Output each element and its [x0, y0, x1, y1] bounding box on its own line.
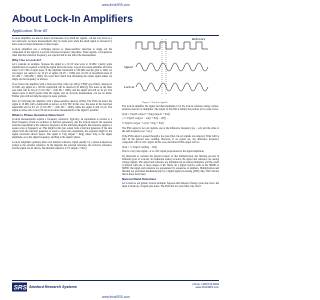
paragraph: If we follow the amplifier with a band pass filter with a Q=100 (a VERY good filter) centered at 10 kHz, any signal in a 100 Hz bandwidth will be detected (10 kHz/Q). The noise in the filter pass band will be 50 μV (5 nV/√Hz × √100 Hz × 1000), and the signal will still be 10 μV. The output noise is much greater than the signal, and an accurate measurement can not be made. Further gain will not help the signal to noise problem. — [12, 82, 112, 99]
lockin-reference-waveform — [136, 83, 208, 91]
bottom-url[interactable]: www.thinkSRS.com — [102, 295, 130, 299]
paragraph: It's important to consider the physical nature of this multiplication and filtering process in different types of lock-ins. In traditional analog lock-ins, the signal and reference are analog voltage signals. The signal and reference are multiplied in an analog multiplier, and the result is filtered with one or more stages of RC filters. In a digital lock-in, such as the SR830 or SR850, the signal and reference are represented by sequences of numbers. Multiplication and filtering are performed mathematically by a digital signal processing (DSP) chip. We'll discuss this in more detail later. — [122, 154, 219, 177]
header-url[interactable]: www.thinkSRS.com — [102, 2, 130, 7]
title-divider — [12, 35, 219, 36]
paragraph: Lock-in amplifiers generate their own internal reference signal usually by a phase-locked-loop locked to the external reference. In the diagram, the external reference, the lock-in's reference, and the signal are all shown. The internal reference is VL sin(ωLt + θref). — [12, 140, 112, 151]
equation: Vpsd = ½ VsigVL cos(θsig − θref) — [122, 145, 158, 149]
equation: = ½ VsigVL cos([ωr − ωL]t + θsig − θref) − — [122, 117, 169, 121]
footer-url[interactable]: www.thinkSRS.com — [195, 286, 219, 290]
page-title: About Lock-In Amplifiers — [12, 14, 133, 25]
paragraph: Lock-in amplifiers are used to detect and measure very small AC signals—all the way down to a few nanovolts. Accurate measurements may be made even when the small signal is obscured by noise sources many thousands of times larger. — [12, 37, 112, 47]
lockin-signals-figure — [122, 37, 219, 99]
paragraph: If the PSD output is passed through a low pass filter, the AC signals are removed. What will be left? In the general case, nothing. However, if ωr equals ωL, the difference frequency component will be a DC signal. In this case, the filtered PSD output will be: — [122, 134, 219, 144]
paragraph: Let's return to our generic lock-in example. Suppose that instead of being a pure sine wave, the input is made up of signal plus noise. The PSD and low pass filter only detect — [122, 182, 219, 189]
signal-label: Signal — [124, 65, 133, 69]
signal-waveform — [136, 63, 208, 71]
section-heading: What is Phase-Sensitive Detection? — [12, 112, 65, 117]
footer-divider — [12, 280, 219, 281]
left-column — [12, 37, 112, 152]
equation: ½ VsigVL cos([ωr + ωL]t + θsig + θref) — [122, 122, 164, 126]
company-name: Stanford Research Systems — [29, 284, 77, 289]
svg-text:SRS: SRS — [13, 284, 27, 292]
phone-number: phone: (408)744-9040 — [192, 283, 219, 286]
reference-label: Reference — [192, 37, 206, 41]
paragraph: Lock-in amplifiers use a technique known as phase-sensitive detection to single out the component of the signal at a specific reference frequency and phase. Noise signals, at frequencies other than the reference frequency, are rejected and do not affect the measurement. — [12, 47, 112, 58]
paragraph: Now try following the amplifier with a phase-sensitive detector (PSD). The PSD can detect the signal at 10 kHz with a bandwidth as narrow as 0.01 Hz! In this case, the noise in the detection bandwidth will be 0.5 μV (5 nV/√Hz × √0.01 Hz × 1000), while the signal is still 10 μV. The signal-to-noise ratio is now 20 and an accurate measurement of the signal is possible. — [12, 99, 112, 113]
footer-contact — [155, 283, 219, 290]
paragraph: This is a very nice signal—it is a DC signal proportional to the signal amplitude. — [122, 150, 205, 154]
figure-caption: Figure 1: Lock-in signals — [142, 100, 168, 104]
lockin-label: Lock-in — [124, 85, 135, 89]
section-heading: Why Use a Lock-In? — [12, 57, 42, 62]
paragraph: The PSD output is two AC signals, one at the difference frequency (ωr − ωL) and the other at the sum frequency (ωr + ωL). — [122, 126, 219, 133]
page-subtitle: Application Note #3 — [12, 27, 48, 33]
paragraph: Lock-in measurements require a frequency reference. Typically, an experiment is excited at a fixed frequency (from an oscillator or function generator), and the lock-in detects the response from the experiment at the reference frequency. In the following diagram, the reference signal is a square wave at frequency ωr. This might be the sync output from a function generator. If the sine output from the function generator is used to excite the experiment, the response might be the signal waveform shown below. The signal is Vsig sin(ωrt + θsig) where Vsig is the signal amplitude, ωr is the signal frequency, and θsig is the signal's phase. — [12, 117, 112, 140]
reference-waveform — [136, 42, 208, 49]
paragraph: Let's consider an example. Suppose the signal is a 10 nV sine wave at 10 kHz. Clearly some amplification is required to bring the signal above the noise. A good low-noise amplifier will have about 5 nV/√Hz of input noise. If the amplifier bandwidth is 100 kHz and the gain is 1000, we can expect our output to be 10 μV of signal (10 nV × 1000) and 1.6 mV of broadband noise (5 nV/√Hz × √100 kHz × 1000). We won't have much luck measuring the output signal unless we single out the frequency of interest. — [12, 62, 112, 82]
right-column — [122, 105, 219, 190]
equation: Vpsd = VsigVL sin(ωrt + θsig) sin(ωLt + θref) — [122, 112, 170, 116]
paragraph: The lock-in amplifies the signal and then multiplies it by the lock-in reference using a phase-sensitive detector or multiplier. The output of the PSD is simply the product of two sine waves. — [122, 105, 219, 112]
section-heading: Narrow Band Detection — [122, 177, 157, 182]
